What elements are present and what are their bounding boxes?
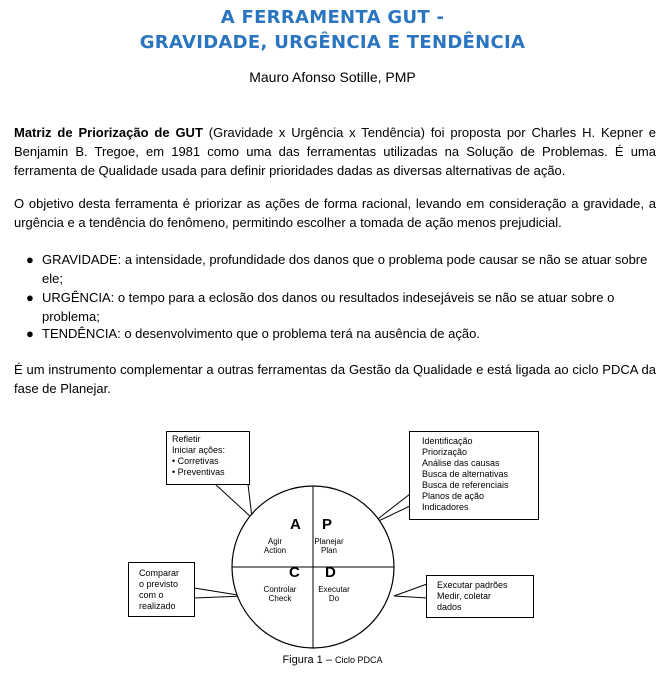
box-planejar-item: Indicadores <box>422 502 469 512</box>
quadrant-c-label: Controlar Check <box>263 585 297 603</box>
box-controlar-line: Comparar <box>139 568 180 578</box>
page-title-line2: GRAVIDADE, URGÊNCIA E TENDÊNCIA <box>139 32 526 53</box>
quadrant-a-letter: A <box>290 516 301 533</box>
box-agir-item: • Corretivas <box>172 456 219 466</box>
caption-number: Figura 1 – <box>282 654 336 666</box>
box-planejar-item: Planos de ação <box>422 491 485 501</box>
bullet-dot: ● <box>26 252 34 267</box>
page-title-line1: A FERRAMENTA GUT - <box>220 7 445 28</box>
quadrant-p-label: Planejar Plan <box>314 537 344 555</box>
paragraph-pdca: É um instrumento complementar a outras ferramentas da Gestão da Qualidade e está ligada ao ciclo PDCA da fase de Planejar. <box>14 362 656 396</box>
connector-a <box>215 484 252 518</box>
quadrant-c-letter: C <box>289 564 300 581</box>
paragraph-objective: O objetivo desta ferramenta é priorizar as ações de forma racional, levando em consideração a gravidade, a urgência e a tendência do fenômeno, permitindo escolher a tomada de ação menos prejudicial. <box>14 196 656 230</box>
box-executar-line: Executar padrões <box>437 580 508 590</box>
box-planejar-item: Identificação <box>422 436 473 446</box>
intro-text: (Gravidade x Urgência x Tendência) foi proposta por Charles H. Kepner e Benjamin B. Tregoe, em 1981 como uma das ferramentas utilizadas na Solução de Problemas. É uma ferramenta de Qualidade usada para definir prioridades dadas as diversas alternativas de ação. <box>14 125 657 178</box>
box-agir-line2: Iniciar ações: <box>172 445 226 455</box>
box-planejar-item: Análise das causas <box>422 458 500 468</box>
box-planejar <box>409 431 539 520</box>
bullet-tendencia <box>26 324 656 343</box>
quadrant-a-label: Agir Action <box>263 537 287 555</box>
box-planejar-item: Priorização <box>422 447 468 457</box>
bullet-dot: ● <box>26 290 34 305</box>
box-agir-item: • Preventivas <box>172 467 225 477</box>
bullet-gravidade <box>26 250 656 288</box>
connector-d <box>394 584 427 598</box>
box-executar <box>426 575 534 618</box>
box-controlar-line: o previsto <box>139 579 179 589</box>
bullet-text: URGÊNCIA: o tempo para a eclosão dos danos ou resultados indesejáveis se não se atuar sobre o problema; <box>42 290 615 324</box>
quadrant-d-letter: D <box>325 564 336 581</box>
box-planejar-item: Busca de alternativas <box>422 469 509 479</box>
quadrant-p-letter: P <box>322 516 333 533</box>
bullet-urgencia <box>26 288 656 326</box>
author: Mauro Afonso Sotille, PMP <box>249 69 416 85</box>
box-controlar-line: com o <box>139 590 164 600</box>
box-executar-line: Medir, coletar <box>437 591 492 601</box>
quadrant-d-label: Executar Do <box>318 585 350 603</box>
caption-label: Ciclo PDCA <box>335 655 383 665</box>
box-agir <box>166 431 250 485</box>
paragraph-intro <box>14 123 656 180</box>
box-executar-line: dados <box>437 602 462 612</box>
bullet-text: GRAVIDADE: a intensidade, profundidade dos danos que o problema pode causar se não se atuar sobre ele; <box>42 252 648 286</box>
box-controlar-line: realizado <box>139 601 176 611</box>
bullet-dot: ● <box>26 326 34 341</box>
box-agir-line1: Refletir <box>172 434 201 444</box>
box-controlar <box>128 562 195 617</box>
gut-term: Matriz de Priorização de GUT <box>14 125 203 140</box>
box-planejar-item: Busca de referenciais <box>422 480 509 490</box>
figure-caption <box>0 654 665 666</box>
bullet-text: TENDÊNCIA: o desenvolvimento que o problema terá na ausência de ação. <box>42 326 480 341</box>
